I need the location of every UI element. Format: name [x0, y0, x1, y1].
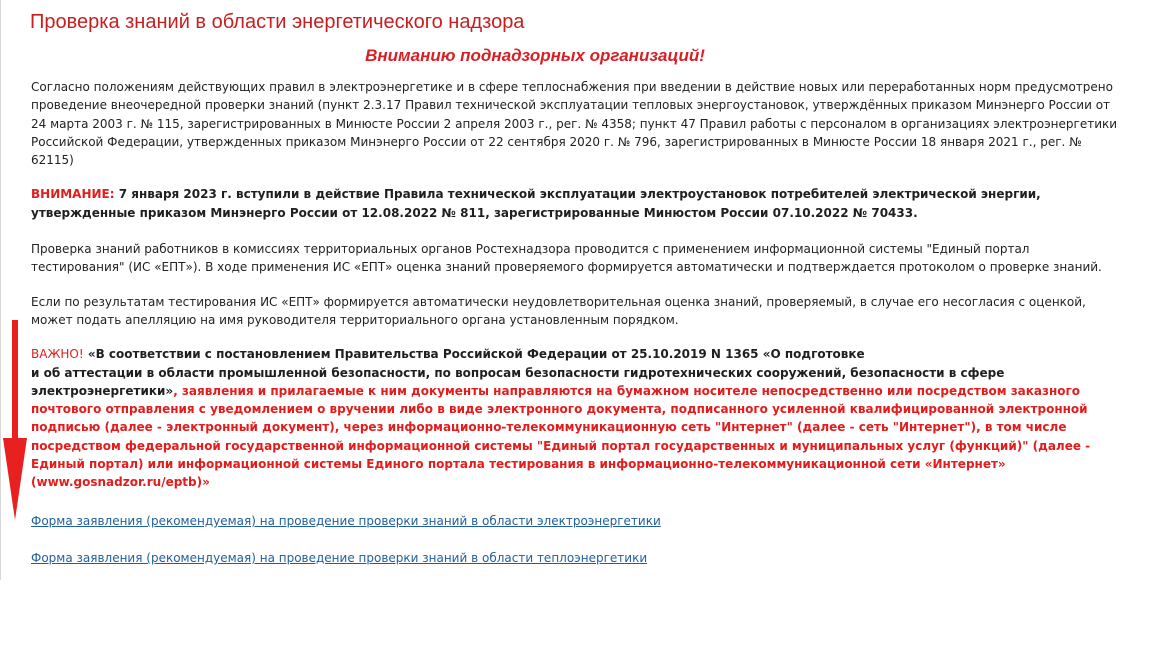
- form-link-teplo[interactable]: Форма заявления (рекомендуемая) на проведение проверки знаний в области теплоэнергетики: [31, 551, 648, 565]
- attention-label: ВНИМАНИЕ:: [31, 187, 115, 202]
- arrow-head: [3, 438, 27, 520]
- paragraph-ept-system: Проверка знаний работников в комиссиях территориальных органов Ростехнадзора проводится с применением информационной системы "Единый портал тестирования" (ИС «ЕПТ»). В ходе применения ИС «ЕПТ» оценка знаний проверяемого формируется автоматически и подтверждается протоколом о проверке знаний.: [31, 242, 1102, 275]
- left-border-line: [0, 0, 1, 580]
- important-red-text: , заявления и прилагаемые к ним документы направляются на бумажном носителе непосредственно или посредством заказного почтового отправления с уведомлением о вручении либо в виде электронного документа, подписанного усиленной квалифицированной электронной подписью (далее - электронный документ), через информационно-телекоммуникационную сеть "Интернет" (далее - сеть "Интернет"), в том числе посредством федеральной государственной информационной системы "Единый портал государственных и муниципальных услуг (функций)" (далее - Единый портал) или информационной системы Единого портала тестирования в информационно-телекоммуникационной сети «Интернет» (www.gosnadzor.ru/eptb)»: [31, 383, 1091, 490]
- paragraph-retest-rules: Согласно положениям действующих правил в электроэнергетике и в сфере теплоснабжения при введении в действие новых или переработанных норм предусмотрено проведение внеочередной проверки знаний (пункт 2.3.17 Правил технической эксплуатации тепловых энергоустановок, утверждённых приказом Минэнерго России от 24 марта 2003 г. № 115, зарегистрированных в Минюсте России 2 апреля 2003 г., рег. № 4358; пункт 47 Правил работы с персоналом в организациях электроэнергетики Российской Федерации, утвержденных приказом Минэнерго России от 22 сентября 2020 г. № 796, зарегистрированных в Минюсте России 18 января 2021 г., рег. № 62115): [31, 80, 1118, 168]
- important-bold-text-b: и об аттестации в области промышленной безопасности, по вопросам безопасности гидротехнических сооружений, безопасности в сфере электроэнергетики»: [31, 365, 1005, 398]
- paragraph-important: [31, 345, 1121, 491]
- important-bold-text-a: «В соответствии с постановлением Правительства Российской Федерации от 25.10.2019 N 1365 «О подготовке: [83, 347, 865, 362]
- red-down-arrow-icon: [3, 320, 27, 520]
- page-subtitle: Вниманию поднадзорных организаций!: [365, 46, 705, 65]
- form-link-electro[interactable]: Форма заявления (рекомендуемая) на проведение проверки знаний в области электроэнергетики: [31, 514, 661, 528]
- main-content: [31, 78, 1121, 508]
- paragraph-attention: [31, 185, 1121, 222]
- paragraph-appeal: Если по результатам тестирования ИС «ЕПТ» формируется автоматически неудовлетворительная оценка знаний, проверяемый, в случае его несогласия с оценкой, может подать апелляцию на имя руководителя территориального органа установленным порядком.: [31, 294, 1086, 327]
- important-label: ВАЖНО!: [31, 347, 84, 362]
- attention-text: 7 января 2023 г. вступили в действие Правила технической эксплуатации электроустановок потребителей электрической энергии, утвержденные приказом Минэнерго России от 12.08.2022 № 811, зарегистрированные Минюстом России 07.10.2022 № 70433.: [31, 187, 1041, 220]
- page-title: Проверка знаний в области энергетического надзора: [30, 11, 525, 33]
